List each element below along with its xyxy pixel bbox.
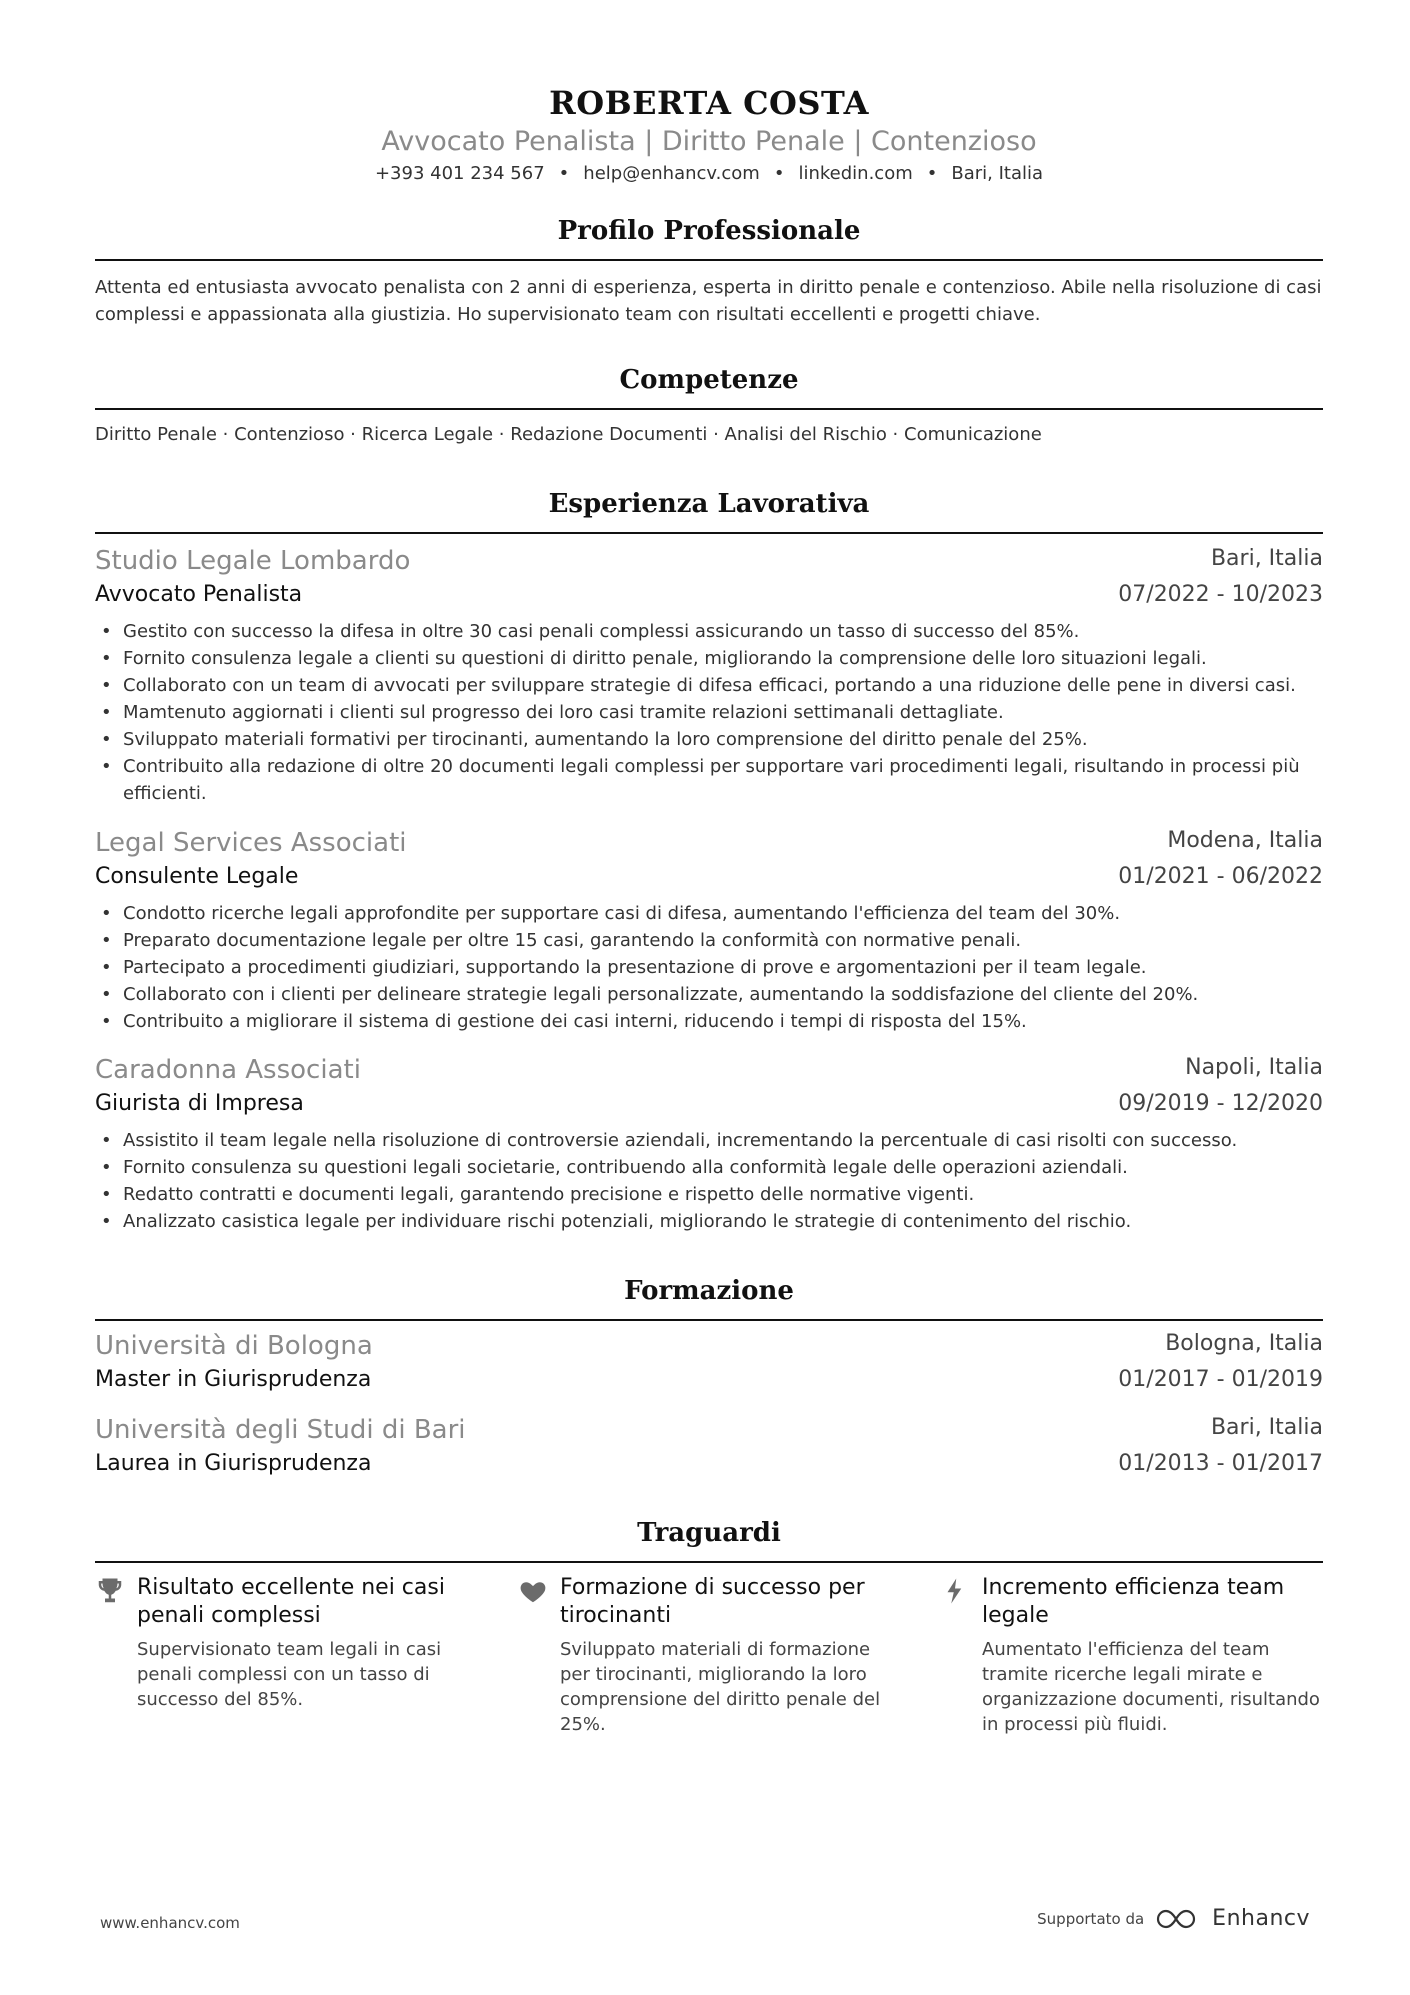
job-entry [95,828,1323,858]
powered-by-label: Supportato da [1037,1909,1145,1928]
section-title-experience: Esperienza Lavorativa [548,489,870,519]
bullet-item: • Partecipato a procedimenti giudiziari, supportando la presentazione di prove e argomentazioni per il team legale. [95,954,1323,981]
job-role: Consulente Legale [95,864,299,889]
job-role: Giurista di Impresa [95,1091,304,1116]
section-divider [95,532,1323,534]
section-title-skills: Competenze [619,365,799,395]
bullet-item: • Condotto ricerche legali approfondite per supportare casi di difesa, aumentando l'efficienza del team del 30%. [95,900,1323,927]
section-divider [95,1561,1323,1563]
email-link[interactable]: help@enhancv.com [583,163,760,184]
section-divider [95,408,1323,410]
achievement-title: Incremento efficienza team legale [982,1575,1285,1628]
bullet-item: • Collaborato con un team di avvocati per sviluppare strategie di difesa efficaci, portando a una riduzione delle pene in diversi casi. [95,672,1323,699]
job-dates: 07/2022 - 10/2023 [1118,582,1323,607]
job-bullets [95,1127,1323,1235]
bullet-item: • Fornito consulenza su questioni legali societarie, contribuendo alla conformità legale delle operazioni aziendali. [95,1154,1323,1181]
degree-name: Laurea in Giurisprudenza [95,1451,372,1476]
achievement-item [95,1574,480,1712]
bullet-item: • Contribuito alla redazione di oltre 20 documenti legali complessi per supportare vari procedimenti legali, risultando in processi più efficienti. [95,753,1323,807]
section-title-profile: Profilo Professionale [557,216,861,246]
profile-text: Attenta ed entusiasta avvocato penalista con 2 anni di esperienza, esperta in diritto penale e contenzioso. Abile nella risoluzione di casi complessi e appassionata alla giustizia. Ho supervisionato team con risultati eccellenti e progetti chiave. [95,277,1322,325]
job-entry [95,546,1323,576]
company-name: Studio Legale Lombardo [95,546,411,576]
school-location: Bari, Italia [1210,1415,1323,1440]
bullet-item: • Contribuito a migliorare il sistema di gestione dei casi interni, riducendo i tempi di risposta del 15%. [95,1008,1323,1035]
section-title-achievements: Traguardi [637,1518,781,1548]
candidate-subtitle: Avvocato Penalista | Diritto Penale | Contenzioso [381,126,1037,157]
job-location: Bari, Italia [1210,546,1323,571]
company-name: Caradonna Associati [95,1055,361,1085]
linkedin-link[interactable]: linkedin.com [798,163,913,184]
trophy-icon [95,1576,125,1606]
footer-website[interactable]: www.enhancv.com [100,1914,240,1932]
job-dates: 01/2021 - 06/2022 [1118,864,1323,889]
bullet-item: • Mamtenuto aggiornati i clienti sul progresso dei loro casi tramite relazioni settimanali dettagliate. [95,699,1323,726]
job-bullets [95,900,1323,1035]
degree-name: Master in Giurisprudenza [95,1367,372,1392]
job-bullets [95,618,1323,807]
section-title-education: Formazione [624,1276,794,1306]
brand-name: Enhancv [1212,1906,1310,1931]
education-dates: 01/2013 - 01/2017 [1118,1451,1323,1476]
bullet-item: • Gestito con successo la difesa in oltre 30 casi penali complessi assicurando un tasso di successo del 85%. [95,618,1323,645]
bullet-item: • Collaborato con i clienti per delineare strategie legali personalizzate, aumentando la soddisfazione del cliente del 20%. [95,981,1323,1008]
heart-icon [518,1576,548,1606]
job-entry [95,1055,1323,1085]
section-divider [95,1319,1323,1321]
achievement-desc: Supervisionato team legali in casi penali complessi con un tasso di successo del 85%. [137,1639,442,1710]
contact-line: +393 401 234 567 • help@enhancv.com • linkedin.com • Bari, Italia [374,163,1044,184]
bullet-item: • Preparato documentazione legale per oltre 15 casi, garantendo la conformità con normative penali. [95,927,1323,954]
school-name: Università degli Studi di Bari [95,1415,466,1445]
education-entry [95,1415,1323,1445]
achievement-desc: Sviluppato materiali di formazione per tirocinanti, migliorando la loro comprensione del diritto penale del 25%. [560,1639,881,1735]
bolt-icon [940,1576,970,1606]
bullet-item: • Redatto contratti e documenti legali, garantendo precisione e rispetto delle normative vigenti. [95,1181,1323,1208]
bullet-item: • Analizzato casistica legale per individuare rischi potenziali, migliorando le strategie di contenimento del rischio. [95,1208,1323,1235]
education-entry [95,1331,1323,1361]
education-dates: 01/2017 - 01/2019 [1118,1367,1323,1392]
candidate-name: ROBERTA COSTA [549,84,869,122]
enhancv-logo-icon [1154,1907,1202,1931]
skills-text: Diritto Penale · Contenzioso · Ricerca Legale · Redazione Documenti · Analisi del Rischio · Comunicazione [95,424,1042,445]
achievement-item [940,1574,1325,1737]
location-text: Bari, Italia [951,163,1044,184]
school-name: Università di Bologna [95,1331,373,1361]
job-location: Modena, Italia [1167,828,1323,853]
school-location: Bologna, Italia [1165,1331,1323,1356]
bullet-item: • Fornito consulenza legale a clienti su questioni di diritto penale, migliorando la comprensione delle loro situazioni legali. [95,645,1323,672]
job-role: Avvocato Penalista [95,582,303,607]
job-location: Napoli, Italia [1185,1055,1323,1080]
achievement-item [518,1574,903,1737]
phone-text: +393 401 234 567 [374,163,545,184]
footer-branding [1037,1906,1310,1931]
bullet-item: • Assistito il team legale nella risoluzione di controversie aziendali, incrementando la percentuale di casi risolti con successo. [95,1127,1323,1154]
achievement-title: Risultato eccellente nei casi penali complessi [137,1575,445,1628]
achievement-title: Formazione di successo per tirocinanti [560,1575,865,1628]
bullet-item: • Sviluppato materiali formativi per tirocinanti, aumentando la loro comprensione del diritto penale del 25%. [95,726,1323,753]
achievement-desc: Aumentato l'efficienza del team tramite ricerche legali mirate e organizzazione documenti, risultando in processi più fluidi. [982,1639,1320,1735]
section-divider [95,259,1323,261]
job-dates: 09/2019 - 12/2020 [1118,1091,1323,1116]
company-name: Legal Services Associati [95,828,407,858]
